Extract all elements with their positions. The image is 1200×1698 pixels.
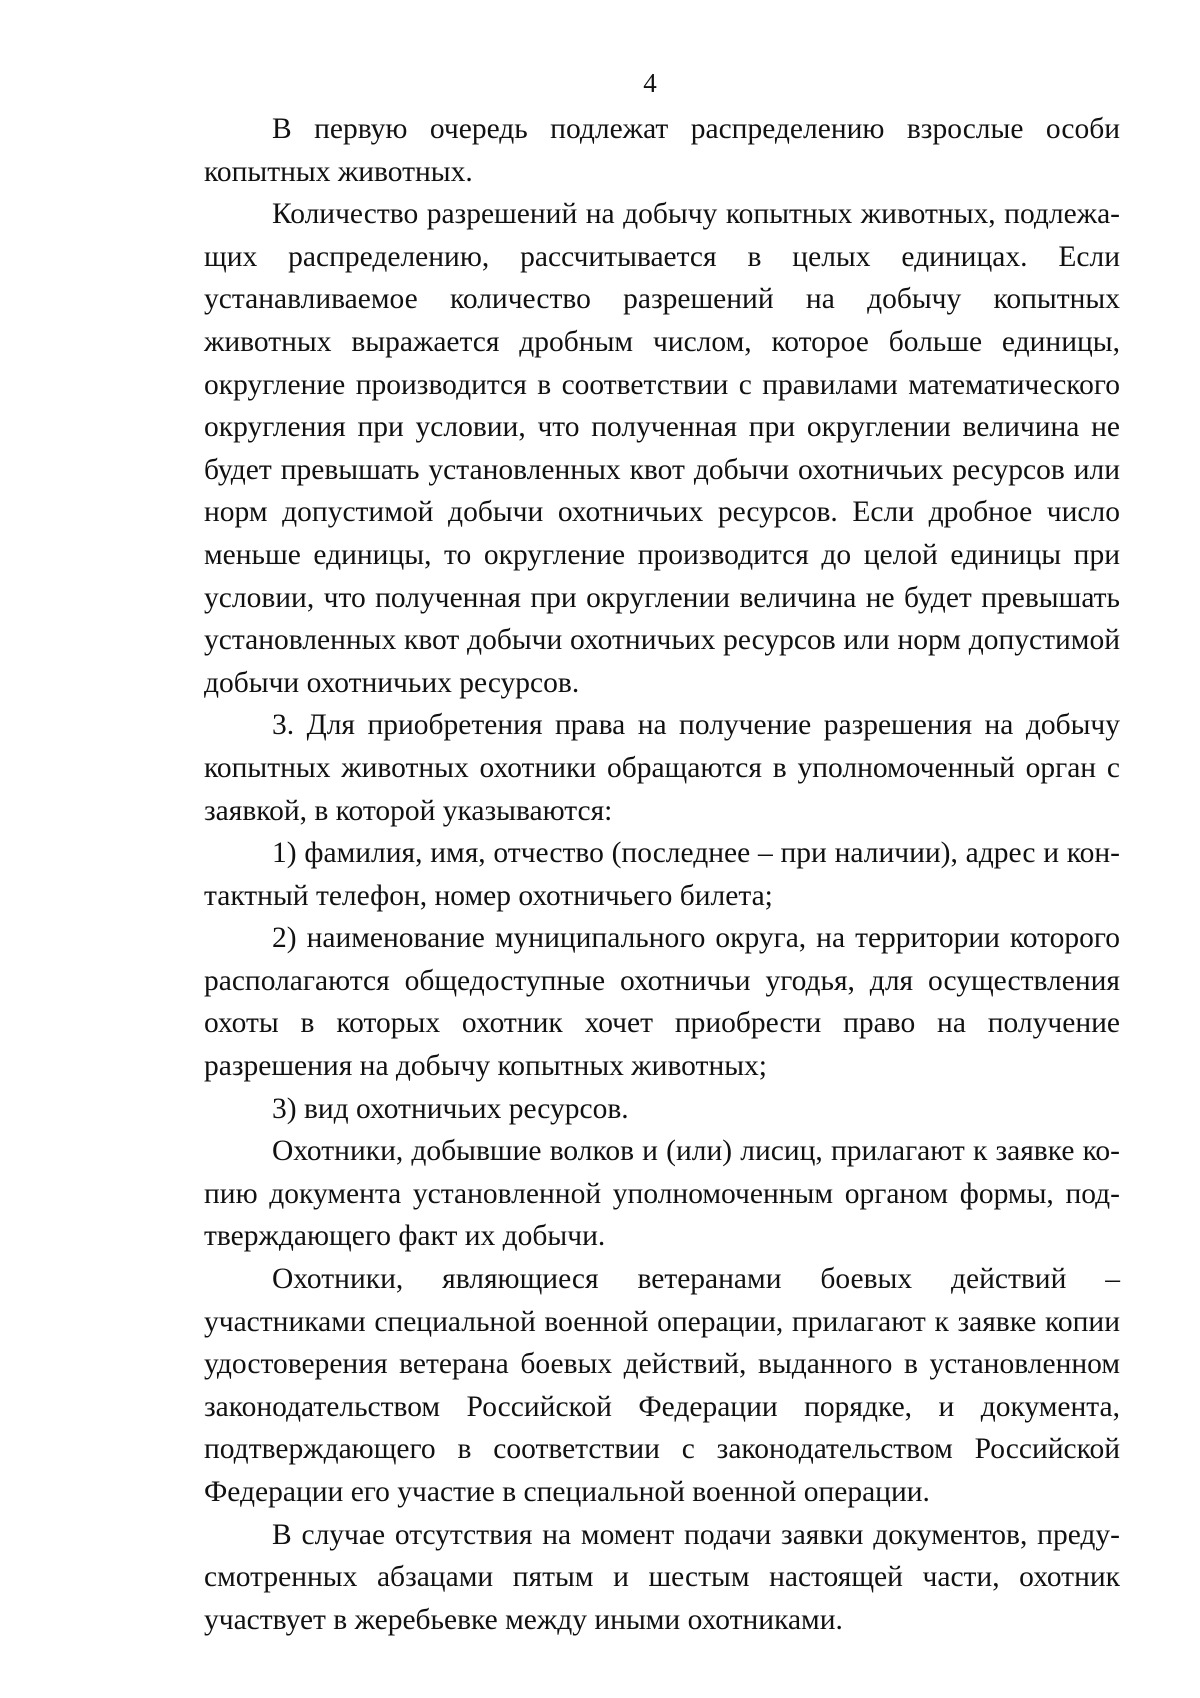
document-body [204, 108, 1120, 1641]
paragraph-wolves-foxes: Охотники, добывшие волков и (или) лисиц, прилагают к заявке копию документа установленной уполномоченным органом формы, подтверждающего факт их добычи. [204, 1135, 1120, 1253]
paragraph-adult-animals: В первую очередь подлежат распределению взрослые особи копытных животных. [204, 113, 1120, 188]
list-item-1-personal-data: 1) фамилия, имя, отчество (последнее – при наличии), адрес и контактный телефон, номер охотничьего билета; [204, 837, 1120, 912]
list-item-2-municipal-district: 2) наименование муниципального округа, на территории которого располагаются общедоступные охотничьи угодья, для осуществления охоты в которых охотник хочет приобрести право на получение разрешения на добычу копытных животных; [204, 922, 1120, 1083]
list-item-3-resource-type: 3) вид охотничьих ресурсов. [272, 1092, 629, 1125]
page-number: 4 [643, 68, 657, 98]
paragraph-lottery: В случае отсутствия на момент подачи заявки документов, предусмотренных абзацами пятым и шестым настоящей части, охотник участвует в жеребьевке между иными охотниками. [204, 1518, 1120, 1636]
paragraph-permit-rounding: Количество разрешений на добычу копытных животных, подлежащих распределению, рассчитывается в целых единицах. Если устанавливаемое количество разрешений на добычу копытных животных выражается дробным числом, которое больше единицы, округление производится в соответствии с правилами математического округления при условии, что полученная при округлении величина не будет превышать установленных квот добычи охотничьих ресурсов или норм допустимой добычи охотничьих ресурсов. Если дробное число меньше единицы, то округление производится до целой единицы при условии, что полученная при округлении величина не будет превышать установленных квот добычи охотничьих ресурсов или норм допустимой добычи охотничьих ресурсов. [204, 198, 1120, 699]
paragraph-veterans: Охотники, являющиеся ветеранами боевых действий – участниками специальной военной операции, прилагают к заявке копии удостоверения ветерана боевых действий, выданного в установленном законодательством Российской Федерации порядке, и документа, подтверждающего в соответствии с законодательством Российской Федерации его участие в специальной военной операции. [204, 1263, 1120, 1508]
paragraph-application-clause-3: 3. Для приобретения права на получение разрешения на добычу копытных животных охотники обращаются в уполномоченный орган с заявкой, в которой указываются: [204, 709, 1120, 827]
